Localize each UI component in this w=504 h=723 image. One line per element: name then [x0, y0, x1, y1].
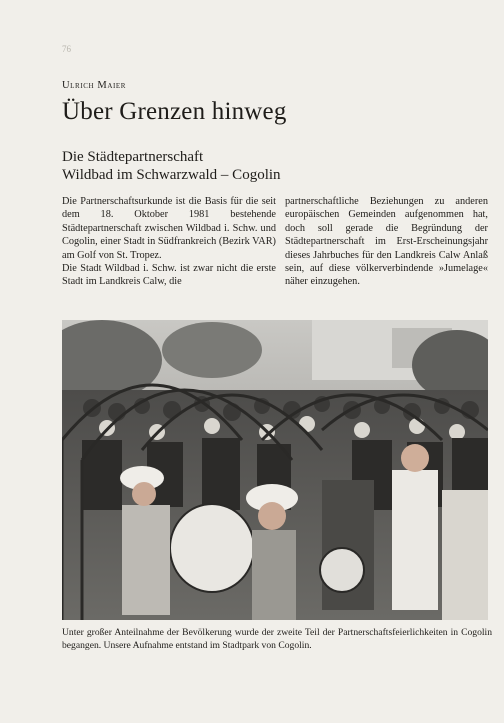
crowd-photo-illustration [62, 320, 488, 620]
article-subtitle [62, 148, 281, 184]
body-paragraph: partnerschaftliche Beziehungen zu anderen europäischen Gemeinden aufgenommen hat, doch soll gerade die Begründung der Städtepartnerschaft im Erst-Erscheinungsjahr dieses Jahrbuches für den Landkreis Calw Anlaß sein, auf diese völkerverbindende »Jumelage« näher einzugehen. [285, 196, 488, 288]
author-name: Ulrich Maier [62, 80, 127, 91]
body-paragraph: Die Stadt Wildbad i. Schw. ist zwar nicht die erste Stadt im Landkreis Calw, die [62, 263, 276, 288]
subtitle-line: Die Städtepartnerschaft [62, 149, 204, 165]
subtitle-line: Wildbad im Schwarzwald – Cogolin [62, 167, 281, 183]
article-title: Über Grenzen hinweg [62, 98, 287, 125]
body-paragraph: Die Partnerschaftsurkunde ist die Basis für die seit dem 18. Oktober 1981 bestehende Städtepartnerschaft zwischen Wildbad i. Schw. und Cogolin, einer Stadt in Südfrankreich (Bezirk VAR) am Golf von St. Tropez. [62, 196, 276, 261]
event-photo [62, 320, 488, 620]
photo-caption: Unter großer Anteilnahme der Bevölkerung wurde der zweite Teil der Partnerschaftsfeierlichkeiten in Cogolin begangen. Unsere Aufnahme entstand im Stadtpark von Cogolin. [62, 627, 492, 651]
body-column-left [62, 195, 276, 289]
page-number: 76 [62, 44, 71, 54]
body-column-right [285, 195, 488, 289]
